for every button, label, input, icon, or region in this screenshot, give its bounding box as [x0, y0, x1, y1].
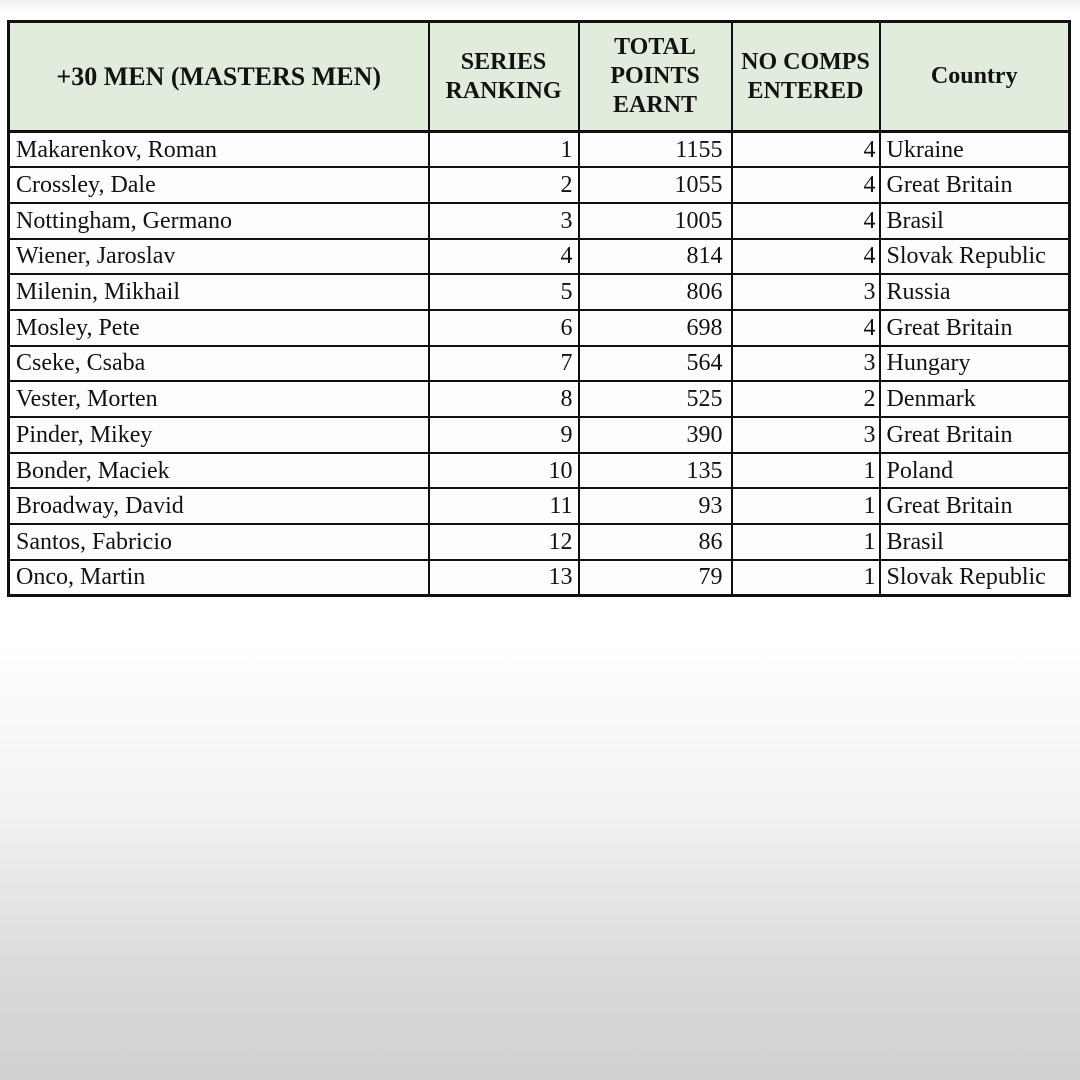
table-row	[9, 488, 1070, 524]
cell-name: Makarenkov, Roman	[9, 132, 429, 168]
table-row	[9, 274, 1070, 310]
table-row	[9, 560, 1070, 596]
cell-points: 1005	[579, 203, 732, 239]
cell-name: Pinder, Mikey	[9, 417, 429, 453]
cell-name: Cseke, Csaba	[9, 346, 429, 382]
cell-country: Brasil	[880, 203, 1070, 239]
table-body	[9, 132, 1070, 596]
cell-points: 814	[579, 239, 732, 275]
cell-points: 86	[579, 524, 732, 560]
cell-ranking: 1	[429, 132, 579, 168]
cell-name: Bonder, Maciek	[9, 453, 429, 489]
table-header	[9, 22, 1070, 132]
cell-ranking: 6	[429, 310, 579, 346]
column-header-category: +30 MEN (MASTERS MEN)	[9, 22, 429, 132]
cell-ranking: 9	[429, 417, 579, 453]
cell-points: 698	[579, 310, 732, 346]
cell-comps: 3	[732, 346, 880, 382]
cell-ranking: 3	[429, 203, 579, 239]
cell-country: Russia	[880, 274, 1070, 310]
cell-ranking: 13	[429, 560, 579, 596]
table-row	[9, 417, 1070, 453]
cell-country: Hungary	[880, 346, 1070, 382]
cell-country: Denmark	[880, 381, 1070, 417]
cell-comps: 4	[732, 239, 880, 275]
cell-comps: 2	[732, 381, 880, 417]
cell-comps: 4	[732, 167, 880, 203]
cell-country: Brasil	[880, 524, 1070, 560]
cell-points: 1055	[579, 167, 732, 203]
cell-points: 390	[579, 417, 732, 453]
cell-points: 135	[579, 453, 732, 489]
table-row	[9, 524, 1070, 560]
cell-comps: 1	[732, 560, 880, 596]
cell-country: Slovak Republic	[880, 560, 1070, 596]
table-row	[9, 203, 1070, 239]
table-row	[9, 239, 1070, 275]
column-header-series-ranking: SERIES RANKING	[429, 22, 579, 132]
cell-comps: 1	[732, 453, 880, 489]
table-row	[9, 381, 1070, 417]
cell-country: Ukraine	[880, 132, 1070, 168]
cell-comps: 3	[732, 417, 880, 453]
table-row	[9, 132, 1070, 168]
cell-country: Great Britain	[880, 488, 1070, 524]
cell-comps: 4	[732, 132, 880, 168]
table-row	[9, 310, 1070, 346]
table-row	[9, 167, 1070, 203]
cell-country: Great Britain	[880, 310, 1070, 346]
cell-ranking: 2	[429, 167, 579, 203]
column-header-total-points: TOTAL POINTS EARNT	[579, 22, 732, 132]
cell-country: Great Britain	[880, 167, 1070, 203]
table-row	[9, 453, 1070, 489]
rankings-table	[7, 20, 1071, 597]
cell-ranking: 4	[429, 239, 579, 275]
cell-points: 1155	[579, 132, 732, 168]
column-header-comps-entered: NO COMPS ENTERED	[732, 22, 880, 132]
cell-name: Wiener, Jaroslav	[9, 239, 429, 275]
cell-points: 93	[579, 488, 732, 524]
cell-ranking: 8	[429, 381, 579, 417]
cell-points: 806	[579, 274, 732, 310]
cell-name: Nottingham, Germano	[9, 203, 429, 239]
cell-ranking: 7	[429, 346, 579, 382]
cell-name: Santos, Fabricio	[9, 524, 429, 560]
rankings-table-container	[7, 20, 1071, 597]
cell-points: 564	[579, 346, 732, 382]
column-header-country: Country	[880, 22, 1070, 132]
cell-country: Poland	[880, 453, 1070, 489]
cell-country: Great Britain	[880, 417, 1070, 453]
cell-comps: 3	[732, 274, 880, 310]
cell-ranking: 11	[429, 488, 579, 524]
cell-comps: 4	[732, 310, 880, 346]
cell-name: Broadway, David	[9, 488, 429, 524]
cell-comps: 4	[732, 203, 880, 239]
cell-name: Milenin, Mikhail	[9, 274, 429, 310]
cell-ranking: 12	[429, 524, 579, 560]
cell-name: Mosley, Pete	[9, 310, 429, 346]
cell-name: Vester, Morten	[9, 381, 429, 417]
cell-comps: 1	[732, 488, 880, 524]
cell-comps: 1	[732, 524, 880, 560]
table-row	[9, 346, 1070, 382]
cell-name: Onco, Martin	[9, 560, 429, 596]
cell-points: 525	[579, 381, 732, 417]
cell-points: 79	[579, 560, 732, 596]
cell-name: Crossley, Dale	[9, 167, 429, 203]
cell-ranking: 10	[429, 453, 579, 489]
header-row	[9, 22, 1070, 132]
cell-ranking: 5	[429, 274, 579, 310]
cell-country: Slovak Republic	[880, 239, 1070, 275]
